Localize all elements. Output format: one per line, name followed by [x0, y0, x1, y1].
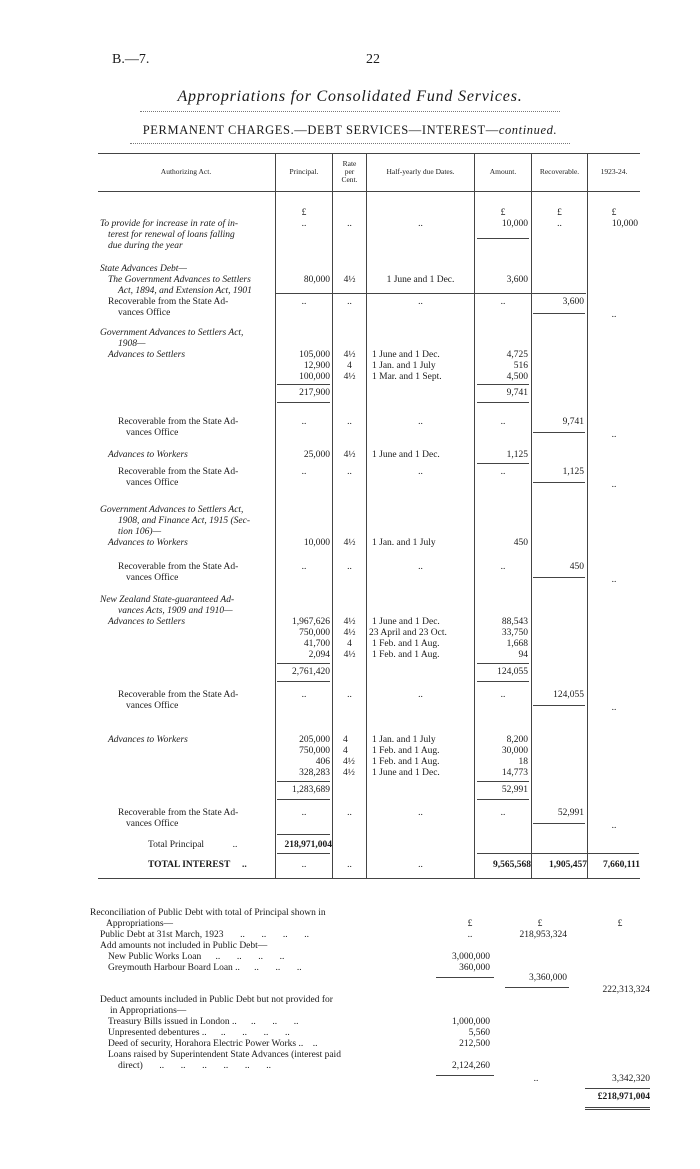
rate-cell: 4½ — [343, 372, 356, 382]
total-interest-year: 7,660,111 — [603, 860, 640, 870]
sum-rule — [505, 987, 569, 988]
sum-rule — [533, 705, 585, 706]
row-label: Advances to Workers — [108, 450, 188, 460]
principal-cell: 2,094 — [308, 650, 330, 660]
dots: .. — [500, 417, 506, 427]
sum-rule — [585, 1107, 650, 1108]
dates-cell: 1 June and 1 Dec. — [372, 350, 440, 360]
section-heading: Government Advances to Settlers Act, — [100, 328, 244, 338]
currency-col2: £ — [537, 919, 543, 929]
principal-cell: 41,700 — [303, 639, 330, 649]
reconciliation-line: Deduct amounts included in Public Debt but not provided for — [100, 995, 333, 1005]
dots: .. — [611, 430, 617, 440]
amount-cell: 8,200 — [506, 735, 528, 745]
header-amount: Amount. — [489, 167, 517, 176]
row-label: Recoverable from the State Ad- — [118, 690, 239, 700]
dates-cell: 1 June and 1 Dec. — [372, 768, 440, 778]
subtitle-rule — [130, 143, 570, 144]
year-cell: 10,000 — [611, 219, 638, 229]
dates-cell: 1 Jan. and 1 July — [372, 735, 436, 745]
dates-cell: 1 Feb. and 1 Aug. — [372, 746, 440, 756]
dots: .. — [301, 467, 307, 477]
sum-rule — [477, 402, 529, 403]
rate-cell: 4½ — [343, 450, 356, 460]
section-heading: tion 106)— — [118, 527, 162, 537]
sum-rule — [277, 402, 330, 403]
dates-cell: 1 June and 1 Dec. — [372, 617, 440, 627]
dots: .. — [500, 562, 506, 572]
header-due-dates: Half-yearly due Dates. — [386, 167, 455, 176]
sum-rule — [477, 799, 529, 800]
document-reference: B.—7. — [112, 52, 150, 67]
dots: .. — [347, 808, 352, 818]
dots: .. — [418, 808, 423, 818]
amount-cell: 33,750 — [501, 628, 528, 638]
amount-cell: 516 — [513, 361, 528, 371]
currency-principal: £ — [301, 208, 307, 218]
rate-cell: 4½ — [343, 538, 356, 548]
row-label: Advances to Settlers — [108, 350, 186, 360]
reconciliation-value: 3,000,000 — [452, 952, 490, 962]
page-title: Appropriations for Consolidated Fund Services. — [177, 88, 523, 105]
reconciliation-value: 5,560 — [468, 1028, 490, 1038]
sum-rule — [277, 681, 330, 682]
sum-rule — [477, 781, 529, 782]
reconciliation-line: Loans raised by Superintendent State Advances (interest paid — [108, 1050, 341, 1060]
recoverable-cell: 3,600 — [562, 297, 584, 307]
row-label: To provide for increase in rate of in- — [100, 219, 239, 229]
header-authorizing-act: Authorizing Act. — [160, 167, 212, 176]
principal-cell: 10,000 — [303, 538, 330, 548]
dates-cell: 23 April and 23 Oct. — [369, 628, 447, 638]
sum-rule — [436, 977, 494, 978]
amount-cell: 3,600 — [506, 275, 528, 285]
dots: .. — [500, 297, 506, 307]
amount-cell: 30,000 — [501, 746, 528, 756]
dots: .. — [347, 219, 352, 229]
dates-cell: 1 June and 1 Dec. — [386, 275, 455, 285]
sum-rule — [533, 313, 585, 314]
sum-rule — [477, 663, 529, 664]
row-label: terest for renewal of loans falling — [108, 230, 235, 240]
rate-cell: 4½ — [343, 628, 356, 638]
sum-rule — [277, 799, 330, 800]
sum-rule — [477, 853, 639, 854]
sum-rule — [277, 384, 330, 385]
row-label: vances Office — [126, 428, 179, 438]
dates-cell: 1 Feb. and 1 Aug. — [372, 650, 440, 660]
dots: .. — [611, 821, 617, 831]
dots: .. — [418, 417, 423, 427]
rate-cell: 4½ — [343, 275, 356, 285]
column-divider — [366, 153, 367, 878]
section-heading: New Zealand State-guaranteed Ad- — [100, 595, 235, 605]
dots: .. — [347, 297, 352, 307]
reconciliation-value: 2,124,260 — [452, 1061, 490, 1071]
column-divider — [531, 153, 532, 878]
sum-rule — [585, 1088, 650, 1089]
dots: .. — [301, 808, 307, 818]
amount-total: 52,991 — [501, 785, 528, 795]
row-label: The Government Advances to Settlers — [108, 275, 251, 285]
rate-cell: 4½ — [343, 650, 356, 660]
principal-total: 1,283,689 — [292, 785, 330, 795]
row-label: Advances to Workers — [108, 538, 188, 548]
amount-cell: 14,773 — [501, 768, 528, 778]
section-heading: 1908— — [118, 339, 146, 349]
reconciliation-line: New Public Works Loan .. .. .. .. — [108, 952, 285, 962]
header-rate: Rate per Cent. — [341, 159, 358, 184]
dots: .. — [418, 860, 423, 870]
sum-rule — [533, 823, 585, 824]
rate-cell: 4 — [343, 735, 348, 745]
sum-rule — [277, 834, 330, 835]
amount-cell: 88,543 — [501, 617, 528, 627]
reconciliation-line: Treasury Bills issued in London .. .. .. .. — [108, 1017, 299, 1027]
principal-cell: 1,967,626 — [292, 617, 330, 627]
dots: .. — [557, 219, 562, 229]
sum-rule — [477, 681, 529, 682]
dots: .. — [347, 562, 352, 572]
dots: .. — [301, 417, 307, 427]
principal-cell: 328,283 — [299, 768, 330, 778]
dots: .. — [301, 860, 307, 870]
rate-cell: 4½ — [343, 757, 355, 767]
reconciliation-line: Deed of security, Horahora Electric Power Works .. .. — [108, 1039, 318, 1049]
rate-cell: 4 — [347, 361, 352, 371]
dates-cell: 1 Mar. and 1 Sept. — [372, 372, 442, 382]
dots: .. — [418, 690, 423, 700]
sum-rule — [277, 853, 330, 854]
principal-cell: 750,000 — [299, 628, 330, 638]
dates-cell: 1 Feb. and 1 Aug. — [372, 757, 440, 767]
recoverable-cell: 9,741 — [562, 417, 584, 427]
dots: .. — [347, 860, 352, 870]
row-label: Act, 1894, and Extension Act, 1901 — [118, 286, 252, 296]
table-bottom-rule — [98, 878, 640, 879]
dots: .. — [418, 297, 423, 307]
dates-cell: 1 Jan. and 1 July — [372, 361, 436, 371]
section-heading: vances Acts, 1909 and 1910— — [118, 606, 233, 616]
row-label: Recoverable from the State Ad- — [118, 808, 239, 818]
row-label: vances Office — [126, 819, 179, 829]
dots: .. — [533, 1074, 539, 1084]
header-principal: Principal. — [289, 167, 319, 176]
total-principal-label: Total Principal .. — [148, 840, 238, 850]
sum-rule — [477, 384, 529, 385]
principal-cell: 750,000 — [299, 746, 330, 756]
row-label: Recoverable from the State Ad- — [118, 417, 239, 427]
reconciliation-value: 1,000,000 — [452, 1017, 490, 1027]
sum-rule — [477, 238, 529, 239]
reconciliation-line: Add amounts not included in Public Debt— — [100, 941, 268, 951]
dates-cell: 1 Jan. and 1 July — [372, 538, 436, 548]
amount-cell: 4,500 — [506, 372, 528, 382]
reconciliation-subtotal: 222,313,324 — [602, 985, 650, 995]
currency-amount: £ — [500, 208, 506, 218]
dots: .. — [467, 930, 473, 940]
principal-total: 2,761,420 — [292, 667, 330, 677]
total-interest-recoverable: 1,905,457 — [549, 860, 587, 870]
reconciliation-line: Unpresented debentures .. .. .. .. .. — [108, 1028, 290, 1038]
dots: .. — [347, 417, 352, 427]
amount-total: 9,741 — [506, 388, 528, 398]
row-label: Advances to Workers — [108, 735, 188, 745]
total-interest-label: TOTAL INTEREST .. — [148, 860, 247, 870]
section-heading: State Advances Debt— — [100, 264, 187, 274]
principal-cell: 12,900 — [303, 361, 330, 371]
reconciliation-value: 360,000 — [459, 963, 490, 973]
row-label: due during the year — [108, 241, 183, 251]
amount-cell: 18 — [518, 757, 528, 767]
row-label: Advances to Settlers — [108, 617, 186, 627]
dots: .. — [301, 562, 307, 572]
header-recoverable: Recoverable. — [539, 167, 580, 176]
page-subtitle: PERMANENT CHARGES.—DEBT SERVICES—INTEREST—continued. — [142, 123, 558, 137]
dots: .. — [500, 467, 506, 477]
table-top-rule — [98, 153, 640, 154]
dots: .. — [347, 690, 352, 700]
currency-col3: £ — [617, 919, 623, 929]
row-label: Recoverable from the State Ad- — [118, 467, 239, 477]
reconciliation-value: 212,500 — [459, 1039, 490, 1049]
currency-col1: £ — [467, 919, 473, 929]
dots: .. — [301, 690, 307, 700]
row-label: vances Office — [126, 701, 179, 711]
rate-cell: 4½ — [343, 350, 356, 360]
header-year: 1923-24. — [600, 167, 628, 176]
total-principal-value: 218,971,004 — [284, 840, 332, 850]
amount-cell: 4,725 — [506, 350, 528, 360]
row-label: vances Office — [118, 308, 171, 318]
dots: .. — [301, 297, 307, 307]
rate-cell: 4 — [343, 746, 348, 756]
sum-rule — [533, 577, 585, 578]
rate-cell: 4½ — [343, 617, 356, 627]
reconciliation-final-total: £218,971,004 — [597, 1092, 650, 1102]
section-heading: 1908, and Finance Act, 1915 (Sec- — [118, 516, 250, 526]
dots: .. — [611, 575, 617, 585]
dots: .. — [611, 480, 617, 490]
sum-rule — [277, 663, 330, 664]
principal-cell: 205,000 — [299, 735, 330, 745]
row-label: Recoverable from the State Ad- — [118, 562, 239, 572]
reconciliation-heading: Reconciliation of Public Debt with total of Principal shown in — [90, 908, 326, 918]
sum-rule — [477, 463, 529, 464]
dots: .. — [500, 808, 506, 818]
principal-cell: 105,000 — [299, 350, 330, 360]
principal-cell: 80,000 — [303, 275, 330, 285]
dots: .. — [418, 562, 423, 572]
column-divider — [332, 153, 333, 878]
amount-cell: 94 — [518, 650, 528, 660]
rate-cell: 4 — [347, 639, 352, 649]
dots: .. — [611, 703, 617, 713]
dots: .. — [418, 219, 423, 229]
currency-recoverable: £ — [557, 208, 562, 218]
sum-rule — [585, 1109, 650, 1110]
reconciliation-value: 218,953,324 — [519, 930, 567, 940]
principal-cell: 406 — [315, 757, 330, 767]
dots: .. — [301, 219, 307, 229]
row-label: vances Office — [126, 478, 179, 488]
sum-rule — [436, 1075, 494, 1076]
dots: .. — [500, 690, 506, 700]
dots: .. — [347, 467, 352, 477]
amount-total: 124,055 — [497, 667, 528, 677]
reconciliation-line: Public Debt at 31st March, 1923 .. .. .. .. — [100, 930, 309, 940]
column-divider — [587, 153, 588, 878]
reconciliation-line: in Appropriations— — [110, 1006, 187, 1016]
sum-rule — [277, 781, 330, 782]
sum-rule — [533, 432, 585, 433]
table-header-rule — [98, 191, 640, 192]
recoverable-cell: 52,991 — [557, 808, 584, 818]
title-rule — [140, 111, 560, 112]
reconciliation-value: 3,360,000 — [529, 973, 567, 983]
recoverable-cell: 124,055 — [553, 690, 584, 700]
amount-cell: 1,125 — [506, 450, 528, 460]
dates-cell: 1 Feb. and 1 Aug. — [372, 639, 440, 649]
sum-rule — [533, 482, 585, 483]
row-rule — [276, 293, 586, 294]
principal-cell: 100,000 — [299, 372, 330, 382]
rate-cell: 4½ — [343, 768, 355, 778]
row-label: vances Office — [126, 573, 179, 583]
dots: .. — [418, 467, 423, 477]
recoverable-cell: 1,125 — [562, 467, 584, 477]
amount-cell: 10,000 — [501, 219, 528, 229]
principal-total: 217,900 — [299, 388, 330, 398]
total-interest-amount: 9,565,568 — [493, 860, 531, 870]
row-label: Recoverable from the State Ad- — [108, 297, 229, 307]
reconciliation-value: 3,342,320 — [612, 1074, 650, 1084]
section-heading: Government Advances to Settlers Act, — [100, 505, 244, 515]
dates-cell: 1 June and 1 Dec. — [372, 450, 440, 460]
reconciliation-line: direct) .. .. .. .. .. .. — [118, 1061, 272, 1071]
currency-year: £ — [611, 208, 617, 218]
reconciliation-heading: Appropriations— — [106, 919, 174, 929]
page-number: 22 — [366, 52, 380, 67]
recoverable-cell: 450 — [569, 562, 584, 572]
amount-cell: 450 — [513, 538, 528, 548]
principal-cell: 25,000 — [303, 450, 330, 460]
dots: .. — [611, 310, 617, 320]
amount-cell: 1,668 — [506, 639, 528, 649]
reconciliation-line: Greymouth Harbour Board Loan .. .. .. .. — [108, 963, 302, 973]
